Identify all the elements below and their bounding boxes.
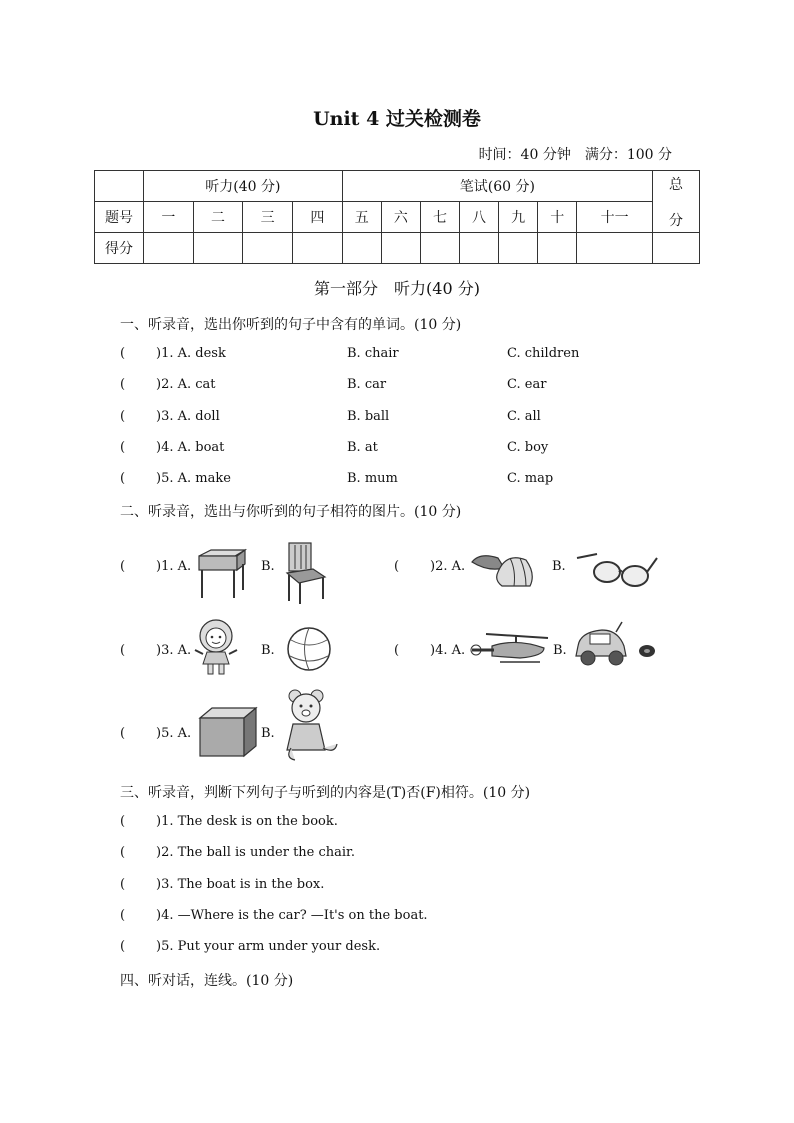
s1-q4-option-a: )4. A. boat [156, 440, 225, 455]
s3-statement: )1. The desk is on the book. [156, 814, 338, 829]
s3-statement: )5. Put your arm under your desk. [156, 939, 381, 954]
answer-paren[interactable]: ( [394, 559, 400, 574]
section3-heading: 三、听录音，判断下列句子与听到的内容是(T)否(F)相符。(10 分) [120, 785, 531, 801]
question-number: 七 [420, 202, 459, 233]
wheel-icon [638, 644, 656, 658]
score-table [94, 170, 700, 264]
score-cell[interactable] [193, 233, 243, 264]
score-cell[interactable] [381, 233, 420, 264]
score-cell[interactable] [653, 233, 700, 264]
answer-paren[interactable]: ( [394, 643, 400, 658]
glasses-icon[interactable] [575, 552, 659, 588]
answer-paren[interactable]: ( [120, 726, 126, 741]
answer-paren[interactable]: ( [120, 377, 126, 392]
page-title: Unit 4 过关检测卷 [313, 108, 481, 130]
s2-q5-b-label: B. [261, 726, 275, 741]
question-number: 九 [499, 202, 538, 233]
cap-icon[interactable] [470, 550, 536, 590]
s1-q2-option-a: )2. A. cat [156, 377, 216, 392]
s1-q5-option-a: )5. A. make [156, 471, 231, 486]
chair-icon[interactable] [283, 541, 329, 605]
toy-car-icon[interactable] [572, 620, 632, 668]
row-label-score: 得分 [95, 233, 144, 264]
s1-q4-option-c: C. boy [507, 440, 549, 455]
s2-q2-b-label: B. [552, 559, 566, 574]
listening-header: 听力(40 分) [144, 171, 343, 202]
question-number: 一 [144, 202, 194, 233]
s1-q3-option-a: )3. A. doll [156, 409, 220, 424]
s1-q2-option-c: C. ear [507, 377, 547, 392]
answer-paren[interactable]: ( [120, 939, 126, 954]
s1-q4-option-b: B. at [347, 440, 378, 455]
total-label-2: 分 [669, 212, 683, 229]
question-number: 四 [292, 202, 342, 233]
s3-statement: )4. —Where is the car? —It's on the boat. [156, 908, 428, 923]
s2-q3-b-label: B. [261, 643, 275, 658]
score-cell[interactable] [460, 233, 499, 264]
answer-paren[interactable]: ( [120, 346, 126, 361]
question-number: 二 [193, 202, 243, 233]
box-icon[interactable] [198, 706, 258, 758]
answer-paren[interactable]: ( [120, 643, 126, 658]
section2-heading: 二、听录音，选出与你听到的句子相符的图片。(10 分) [120, 504, 462, 520]
table-corner-cell [95, 171, 144, 202]
s1-q2-option-b: B. car [347, 377, 387, 392]
s2-q4-label: )4. A. [430, 643, 466, 658]
section4-heading: 四、听对话，连线。(10 分) [120, 973, 294, 989]
score-cell[interactable] [342, 233, 381, 264]
question-number: 八 [460, 202, 499, 233]
s2-q4-b-label: B. [553, 643, 567, 658]
teddy-bear-icon[interactable] [283, 688, 341, 764]
desk-icon[interactable] [195, 548, 249, 600]
s1-q1-option-a: )1. A. desk [156, 346, 226, 361]
score-cell[interactable] [420, 233, 459, 264]
answer-paren[interactable]: ( [120, 877, 126, 892]
s1-q1-option-b: B. chair [347, 346, 399, 361]
answer-paren[interactable]: ( [120, 471, 126, 486]
score-cell[interactable] [538, 233, 577, 264]
answer-paren[interactable]: ( [120, 814, 126, 829]
section1-heading: 一、听录音，选出你听到的句子中含有的单词。(10 分) [120, 317, 462, 333]
s2-q3-label: )3. A. [156, 643, 192, 658]
helicopter-icon[interactable] [470, 630, 552, 666]
score-cell[interactable] [577, 233, 653, 264]
s1-q3-option-b: B. ball [347, 409, 390, 424]
s1-q1-option-c: C. children [507, 346, 580, 361]
s2-q1-b-label: B. [261, 559, 275, 574]
total-label-1: 总 [669, 176, 683, 193]
score-cell[interactable] [292, 233, 342, 264]
answer-paren[interactable]: ( [120, 845, 126, 860]
writing-header: 笔试(60 分) [342, 171, 652, 202]
answer-paren[interactable]: ( [120, 409, 126, 424]
score-cell[interactable] [499, 233, 538, 264]
question-number: 三 [243, 202, 293, 233]
answer-paren[interactable]: ( [120, 440, 126, 455]
answer-paren[interactable]: ( [120, 559, 126, 574]
total-header [653, 171, 700, 233]
question-number: 十 [538, 202, 577, 233]
ball-icon[interactable] [286, 626, 332, 672]
answer-paren[interactable]: ( [120, 908, 126, 923]
s1-q3-option-c: C. all [507, 409, 541, 424]
doll-icon[interactable] [193, 618, 239, 676]
question-number: 五 [342, 202, 381, 233]
s2-q5-label: )5. A. [156, 726, 192, 741]
question-number: 六 [381, 202, 420, 233]
s1-q5-option-c: C. map [507, 471, 554, 486]
s2-q2-label: )2. A. [430, 559, 466, 574]
part-title: 第一部分 听力(40 分) [314, 279, 480, 298]
score-cell[interactable] [243, 233, 293, 264]
score-cell[interactable] [144, 233, 194, 264]
s1-q5-option-b: B. mum [347, 471, 398, 486]
s3-statement: )2. The ball is under the chair. [156, 845, 355, 860]
s2-q1-label: )1. A. [156, 559, 192, 574]
time-info: 时间：40 分钟 满分：100 分 [478, 147, 672, 163]
row-label-number: 题号 [95, 202, 144, 233]
s3-statement: )3. The boat is in the box. [156, 877, 325, 892]
question-number: 十一 [577, 202, 653, 233]
